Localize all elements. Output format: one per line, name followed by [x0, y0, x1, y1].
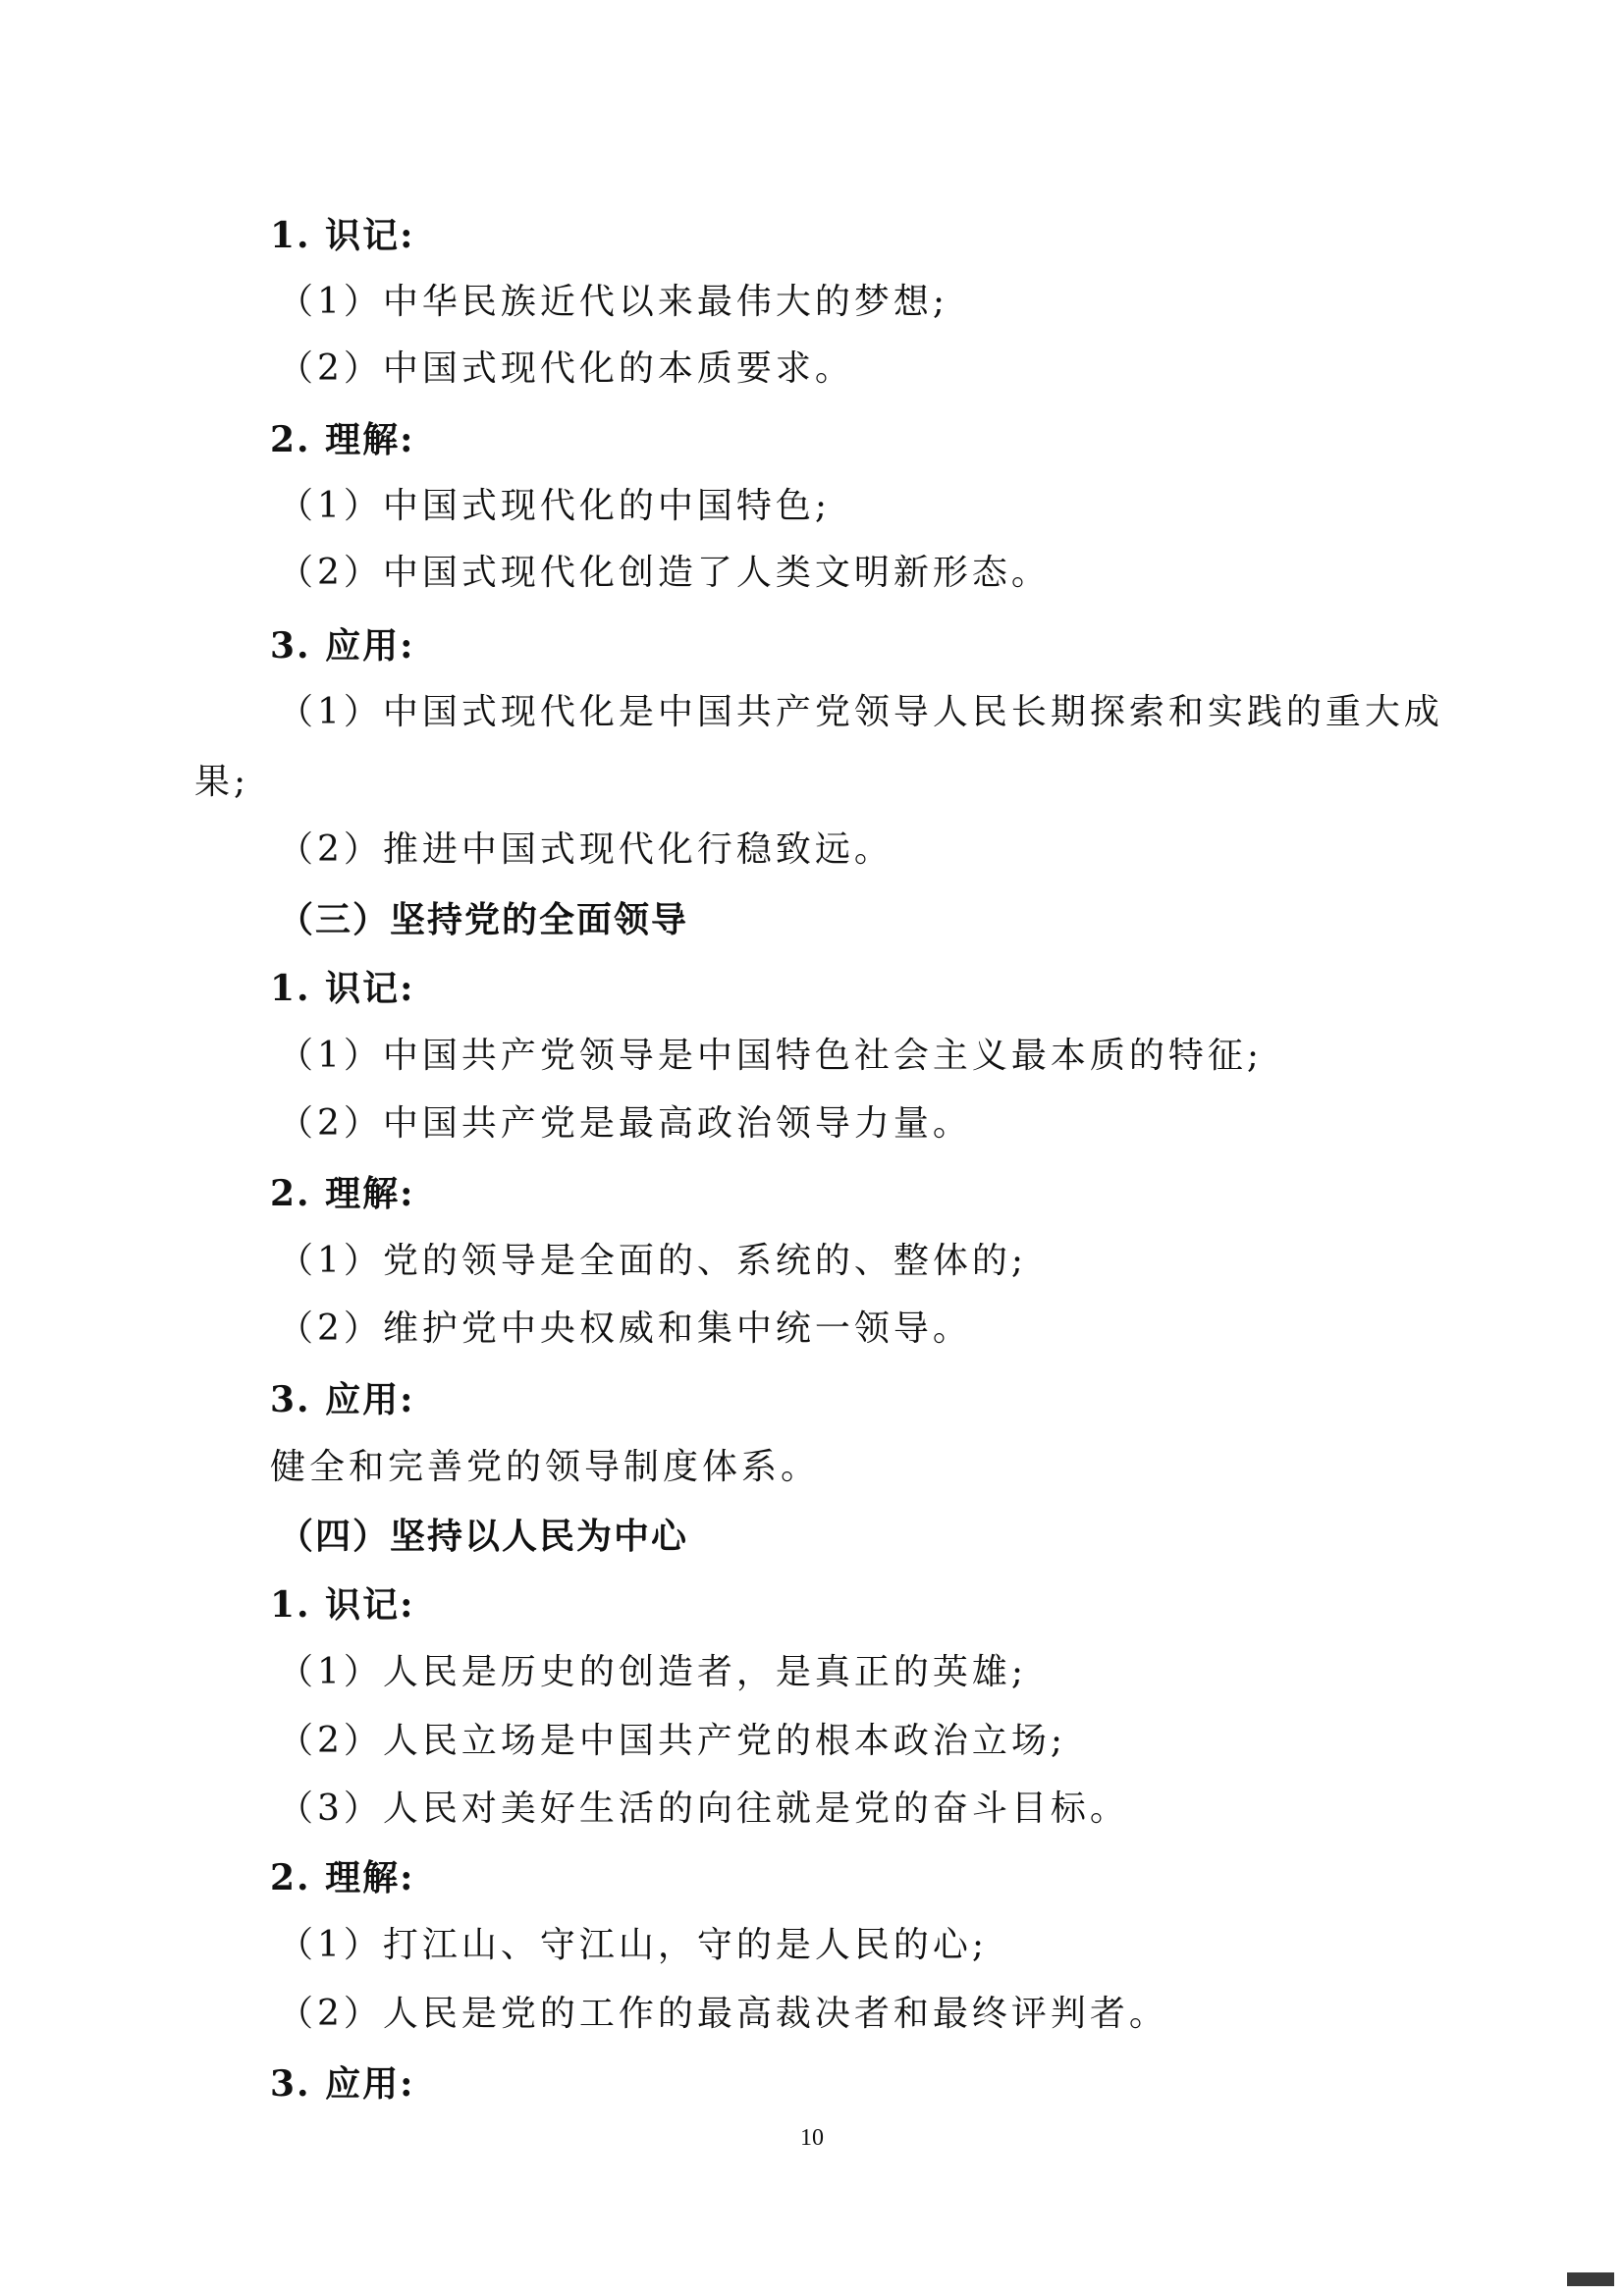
- list-item: （2）推进中国式现代化行稳致远。: [278, 829, 893, 870]
- list-item: （2）人民立场是中国共产党的根本政治立场;: [278, 1721, 1067, 1761]
- list-item: （2）人民是党的工作的最高裁决者和最终评判者。: [278, 1994, 1168, 2034]
- list-item: （1）中国共产党领导是中国特色社会主义最本质的特征;: [278, 1036, 1264, 1076]
- section-heading: 1. 识记:: [270, 968, 415, 1009]
- list-item: （1）打江山、守江山，守的是人民的心;: [278, 1925, 989, 1965]
- watermark-logo: [1567, 2272, 1614, 2286]
- chapter-heading: （四）坚持以人民为中心: [278, 1516, 689, 1557]
- chapter-heading: （三）坚持党的全面领导: [278, 899, 689, 940]
- section-heading: 2. 理解:: [270, 1173, 415, 1214]
- list-item: （2）中国式现代化的本质要求。: [278, 348, 854, 389]
- list-item: （1）中国式现代化的中国特色;: [278, 486, 832, 526]
- section-heading: 3. 应用:: [270, 2063, 415, 2105]
- list-item: （1）党的领导是全面的、系统的、整体的;: [278, 1241, 1028, 1281]
- list-item: （3）人民对美好生活的向往就是党的奋斗目标。: [278, 1789, 1129, 1829]
- list-item: （2）维护党中央权威和集中统一领导。: [278, 1308, 972, 1349]
- section-heading: 2. 理解:: [270, 419, 415, 460]
- section-heading: 1. 识记:: [270, 215, 415, 256]
- list-item: （1）中华民族近代以来最伟大的梦想;: [278, 282, 949, 322]
- page-number: 10: [800, 2125, 824, 2151]
- list-item: （2）中国共产党是最高政治领导力量。: [278, 1103, 972, 1144]
- list-item: （1）人民是历史的创造者，是真正的英雄;: [278, 1652, 1028, 1692]
- list-item: （1）中国式现代化是中国共产党领导人民长期探索和实践的重大成: [278, 692, 1443, 732]
- section-heading: 1. 识记:: [270, 1584, 415, 1626]
- section-heading: 2. 理解:: [270, 1857, 415, 1898]
- list-item-continuation: 果;: [194, 762, 250, 802]
- paragraph: 健全和完善党的领导制度体系。: [270, 1447, 821, 1487]
- section-heading: 3. 应用:: [270, 625, 415, 667]
- list-item: （2）中国式现代化创造了人类文明新形态。: [278, 553, 1051, 593]
- section-heading: 3. 应用:: [270, 1379, 415, 1420]
